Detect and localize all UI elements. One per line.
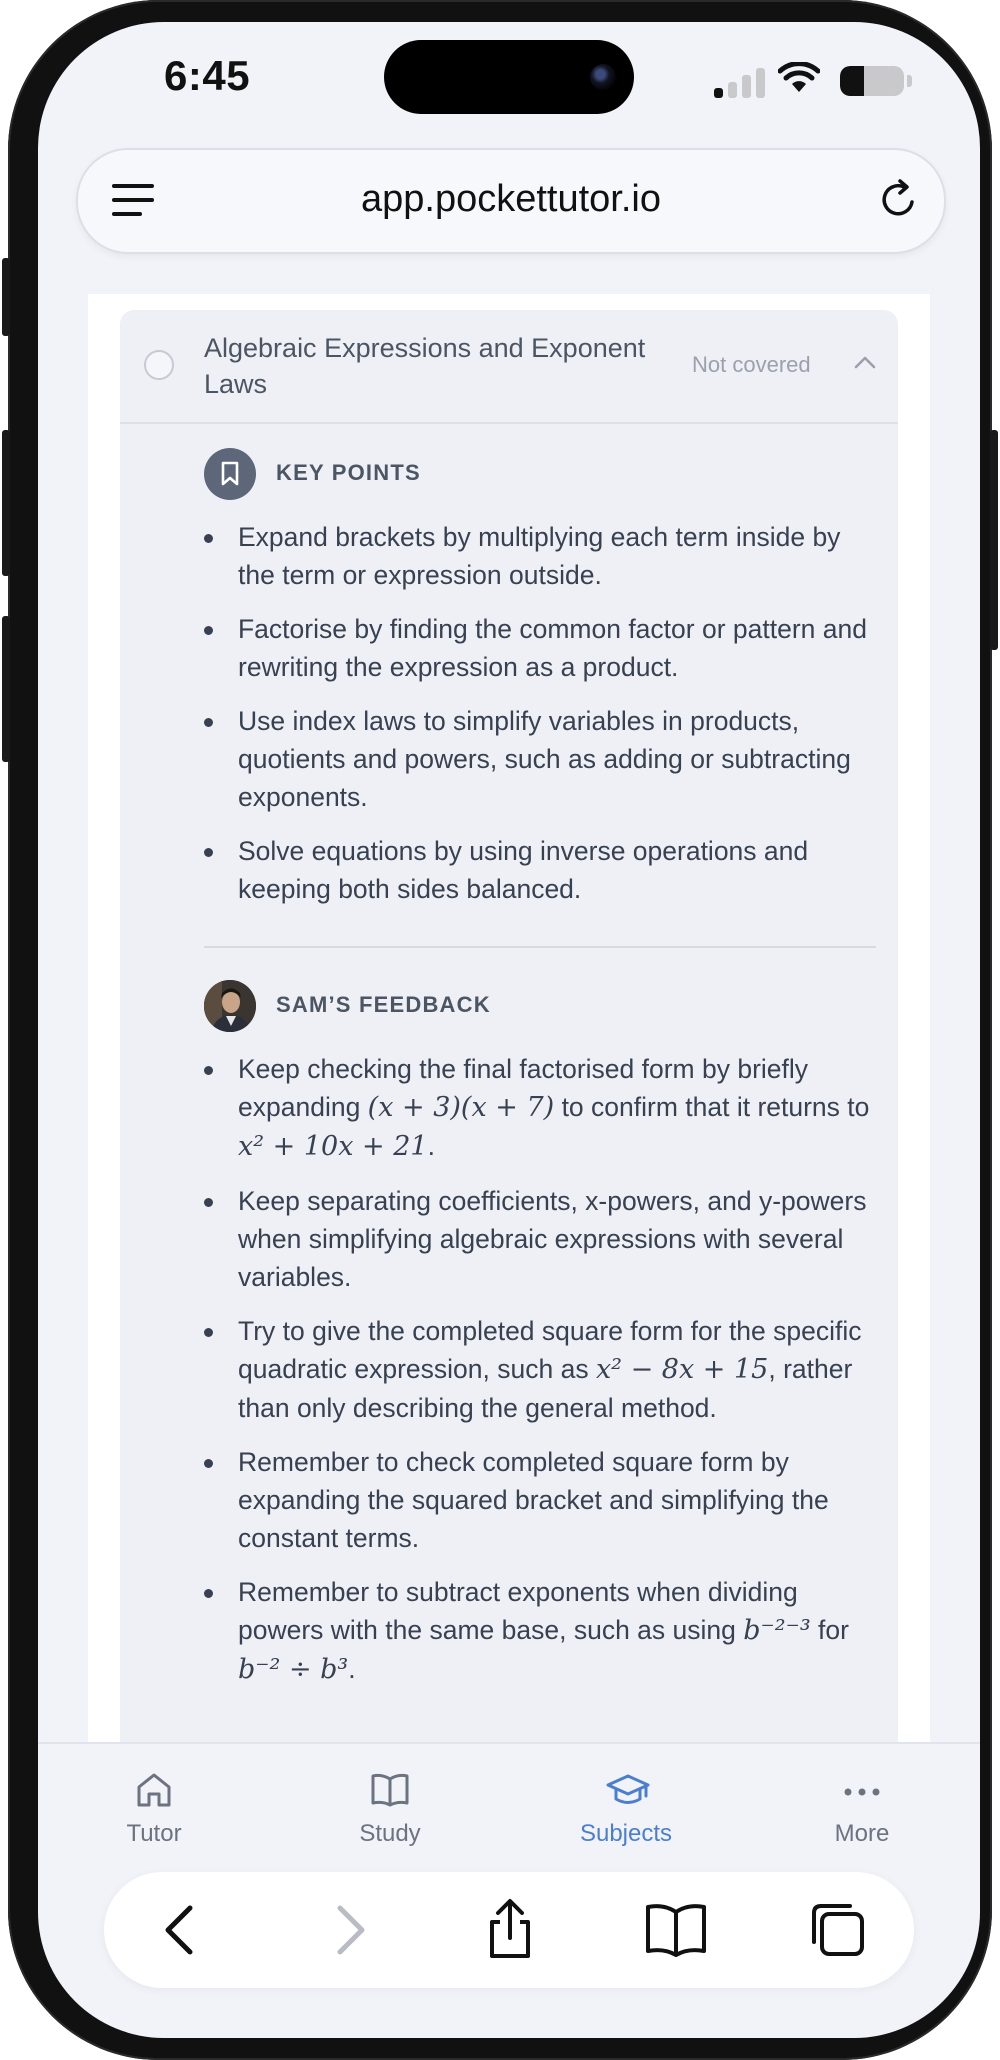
math-expression: b⁻²⁻³ xyxy=(743,1615,811,1646)
dynamic-island xyxy=(384,40,634,114)
book-icon xyxy=(370,1770,410,1810)
section-divider xyxy=(204,946,876,948)
forward-icon[interactable] xyxy=(316,1898,380,1962)
feedback-title: SAM’S FEEDBACK xyxy=(276,992,491,1017)
feedback-item: Keep separating coefficients, x-powers, and y-powers when simplifying algebraic expressions with several variables. xyxy=(204,1182,884,1296)
tabs-icon[interactable] xyxy=(806,1898,870,1962)
battery-icon xyxy=(840,66,904,96)
feedback-item: Remember to subtract exponents when dividing powers with the same base, such as using b⁻²⁻³ for b⁻² ÷ b³. xyxy=(204,1573,884,1689)
topic-status: Not covered xyxy=(692,352,811,377)
url-text[interactable]: app.pockettutor.io xyxy=(361,178,661,220)
browser-toolbar xyxy=(104,1872,914,1988)
bookmark-icon xyxy=(219,461,241,487)
key-point-item: Factorise by finding the common factor or pattern and rewriting the expression as a product. xyxy=(204,610,884,686)
more-dots-icon xyxy=(842,1770,882,1810)
tab-more[interactable] xyxy=(782,1758,942,1858)
home-icon xyxy=(134,1770,174,1810)
chevron-up-icon[interactable] xyxy=(854,354,876,370)
content-card xyxy=(88,294,930,1754)
phone-frame xyxy=(8,0,992,2060)
tab-label: Study xyxy=(359,1820,421,1847)
signal-icon xyxy=(714,68,766,98)
feedback-item: Try to give the completed square form for the specific quadratic expression, such as x² − 8x + 15, rather than only describing the general method. xyxy=(204,1312,884,1427)
key-point-item: Solve equations by using inverse operations and keeping both sides balanced. xyxy=(204,832,884,908)
bookmarks-icon[interactable] xyxy=(644,1898,708,1962)
feedback-list xyxy=(204,1050,884,1705)
status-bar xyxy=(38,22,980,142)
key-point-item: Expand brackets by multiplying each term inside by the term or expression outside. xyxy=(204,518,884,594)
tab-subjects[interactable] xyxy=(546,1758,706,1858)
math-expression: x² − 8x + 15 xyxy=(595,1354,769,1385)
battery-tip xyxy=(907,75,912,87)
bottom-tab-bar xyxy=(38,1742,980,1874)
avatar xyxy=(204,980,256,1032)
topic-checkbox[interactable] xyxy=(144,350,174,380)
math-expression: (x + 3)(x + 7) xyxy=(367,1092,555,1123)
tab-label: More xyxy=(834,1820,890,1847)
action-button xyxy=(2,258,10,336)
key-points-list xyxy=(204,518,884,924)
tab-label: Tutor xyxy=(126,1820,182,1847)
tab-label: Subjects xyxy=(579,1820,673,1847)
math-expression: b⁻² ÷ b³ xyxy=(238,1654,349,1685)
feedback-item: Keep checking the final factorised form by briefly expanding (x + 3)(x + 7) to confirm that it returns to x² + 10x + 21. xyxy=(204,1050,884,1166)
address-bar[interactable] xyxy=(76,148,946,254)
reload-icon[interactable] xyxy=(874,176,922,224)
tab-tutor[interactable] xyxy=(74,1758,234,1858)
screen xyxy=(38,22,980,2038)
topic-header[interactable] xyxy=(120,310,898,424)
key-point-item: Use index laws to simplify variables in products, quotients and powers, such as adding or subtracting exponents. xyxy=(204,702,884,816)
feedback-item: Remember to check completed square form by expanding the squared bracket and simplifying the constant terms. xyxy=(204,1443,884,1557)
tab-study[interactable] xyxy=(310,1758,470,1858)
math-expression: x² + 10x + 21 xyxy=(238,1131,428,1162)
topic-title: Algebraic Expressions and Exponent Laws xyxy=(204,333,646,399)
power-button xyxy=(990,430,998,650)
wifi-icon xyxy=(778,62,820,96)
bookmark-badge xyxy=(204,448,256,500)
status-time: 6:45 xyxy=(164,52,251,99)
volume-up-button xyxy=(2,430,10,576)
volume-down-button xyxy=(2,616,10,762)
topic-panel xyxy=(120,310,898,1770)
back-icon[interactable] xyxy=(150,1898,214,1962)
camera-icon xyxy=(590,64,616,90)
share-icon[interactable] xyxy=(478,1898,542,1962)
graduation-cap-icon xyxy=(606,1770,650,1810)
key-points-title: KEY POINTS xyxy=(276,460,421,485)
